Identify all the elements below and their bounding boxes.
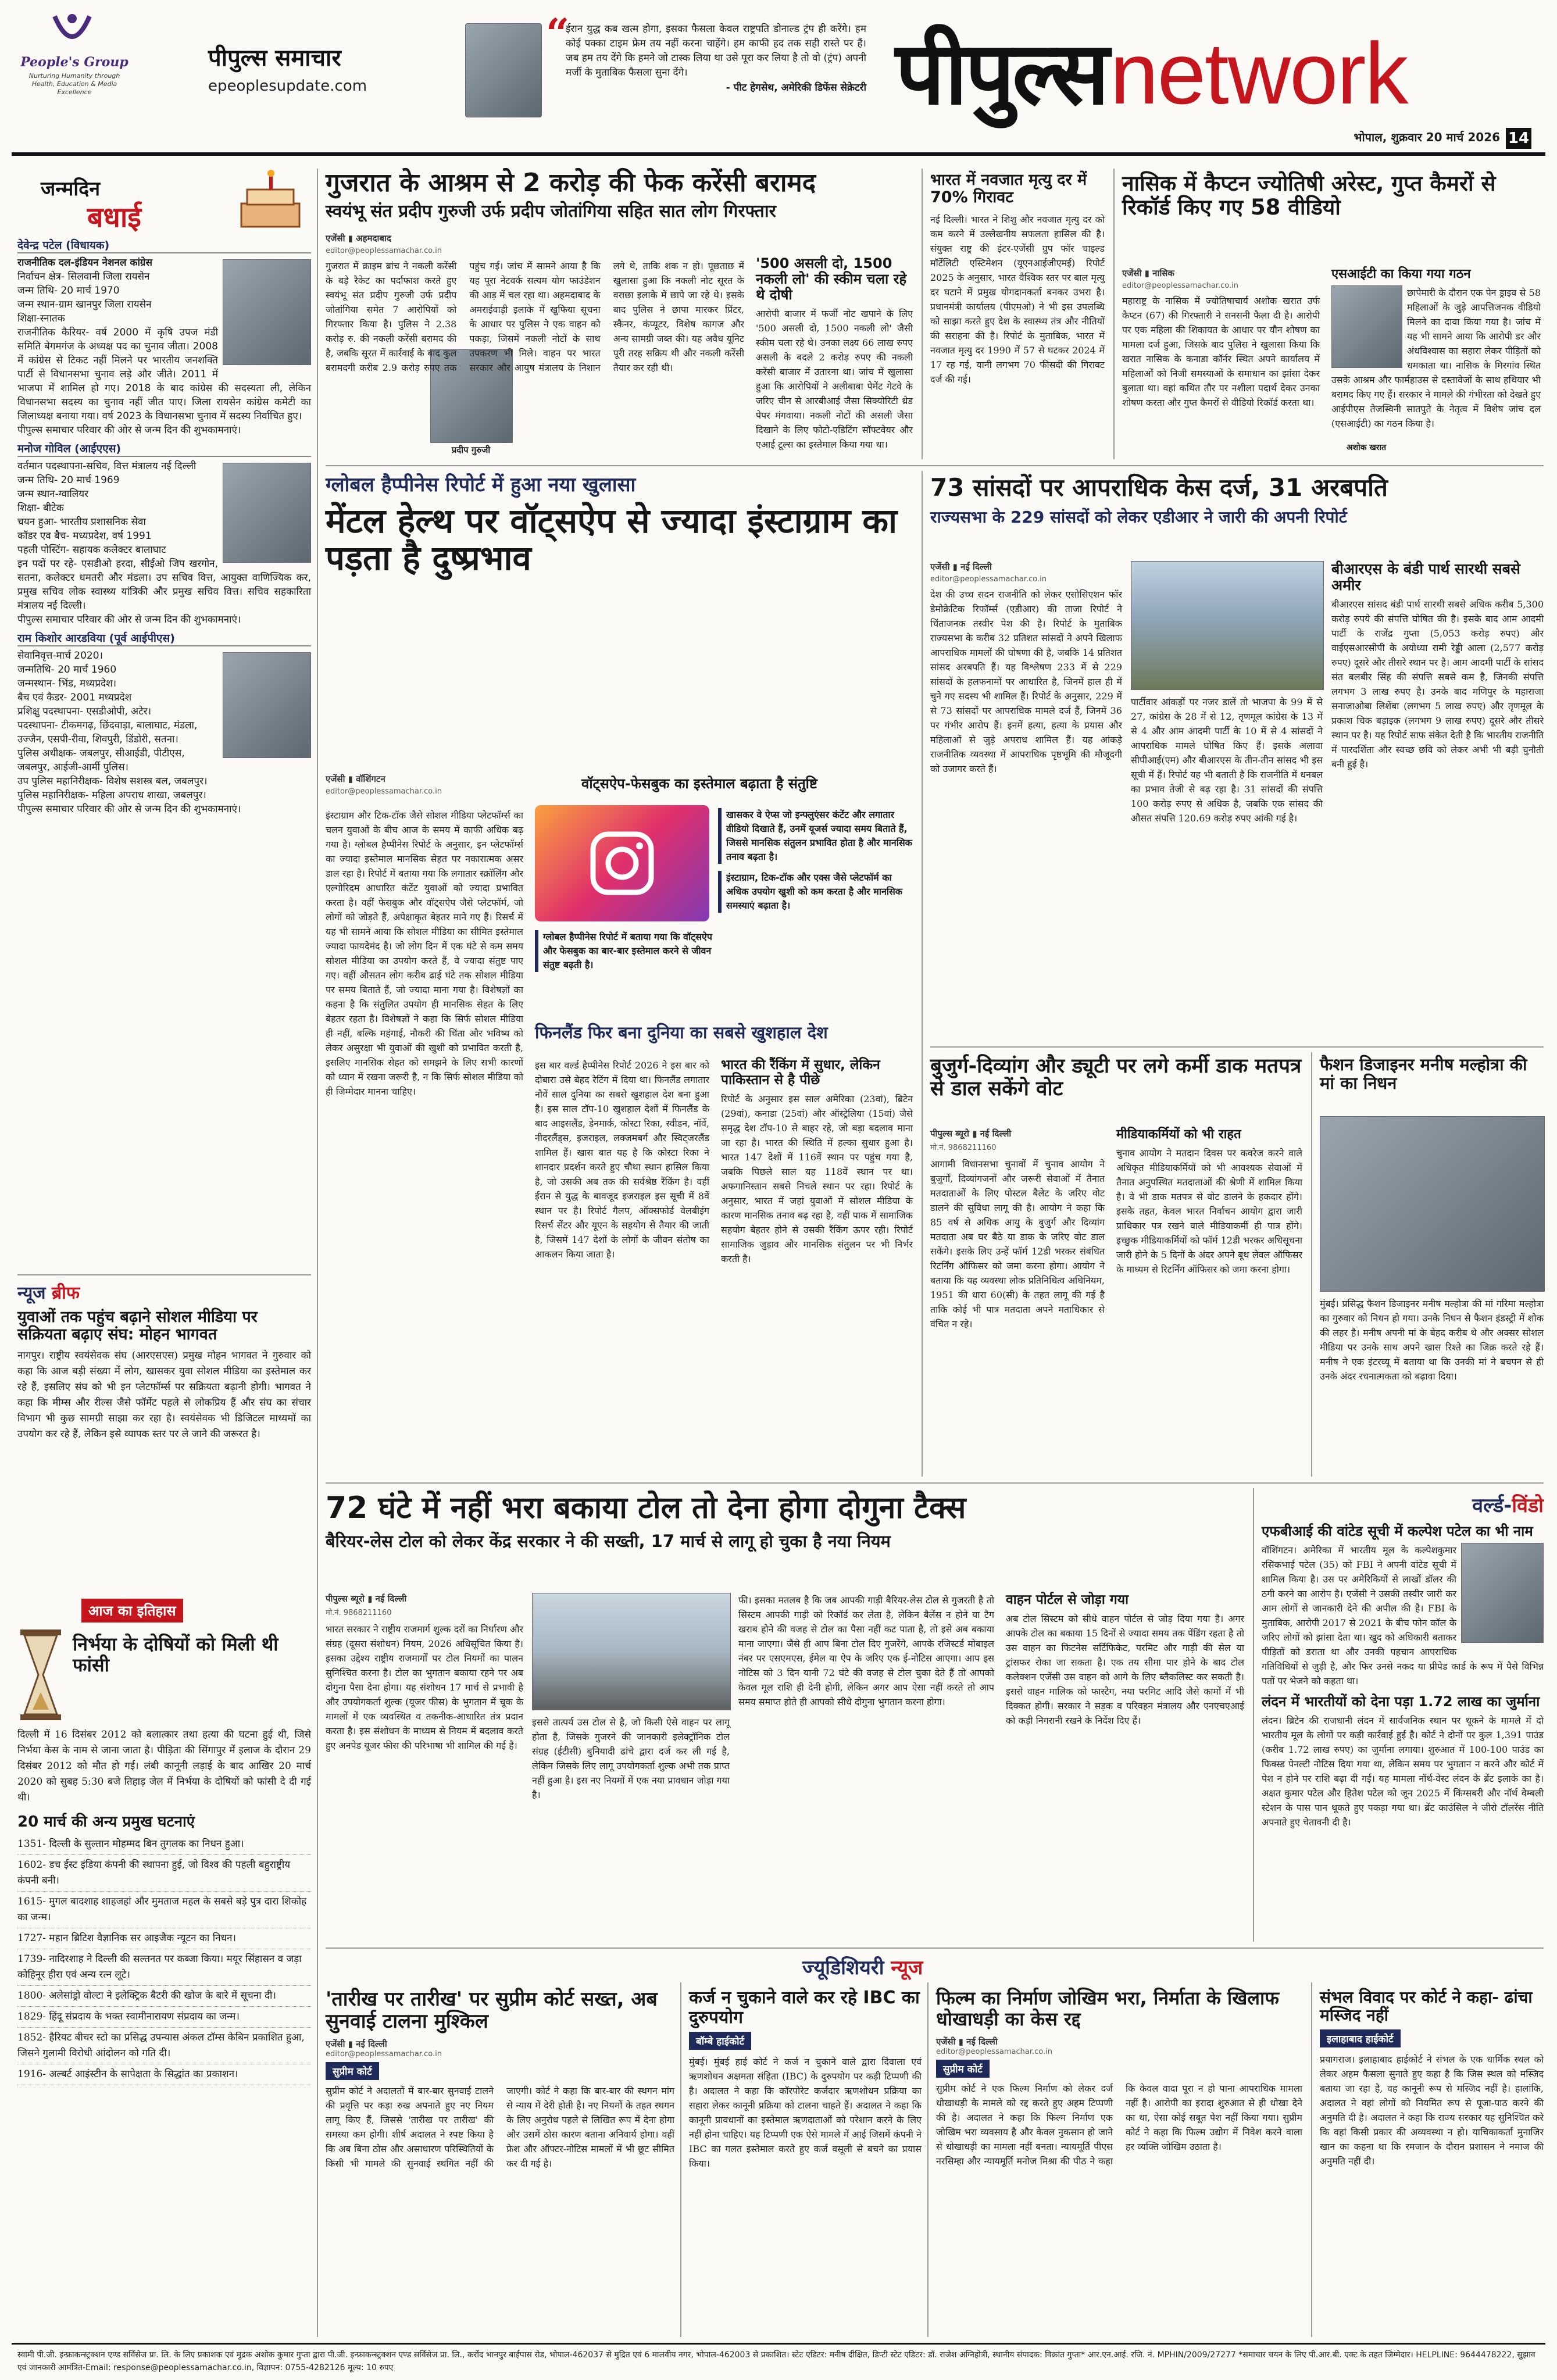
divider-jud-2 [927, 1982, 929, 2337]
history-headline: निर्भया के दोषियों को मिली थी फांसी [73, 1633, 278, 1676]
bday-line: पीपुल्स समाचार परिवार की ओर से जन्म दिन की शुभकामनाएं। [17, 424, 241, 436]
divider-mortality-nasik [1113, 169, 1115, 459]
cake-icon [230, 169, 311, 233]
divider-jud-1 [680, 1982, 681, 2337]
story1-photo-caption: प्रदीप गुरुजी [451, 445, 491, 455]
mental-kicker: ग्लोबल हैप्पीनेस रिपोर्ट में हुआ नया खुलासा [326, 473, 636, 496]
bday-line: जन्म तिथि- 20 मार्च 1970 [17, 285, 120, 296]
world-label-a: वर्ल्ड- [1472, 1494, 1512, 1517]
mental-captions [718, 808, 913, 1041]
bday-line: बैच एवं कैडर- 2001 मध्यप्रदेश [17, 692, 132, 703]
divider-mps-vote [930, 1046, 1544, 1048]
bday-line: सेवानिवृत्त-मार्च 2020। [17, 650, 103, 662]
left-col-divider [317, 169, 318, 2337]
nasik-photo [1331, 285, 1402, 368]
mps-byline: एजेंसी ▮ नई दिल्ली [930, 562, 992, 572]
judiciary-story-4 [1320, 1988, 1544, 2337]
bday-line: जन्मस्थान- भिंड, मध्यप्रदेश। [17, 678, 117, 689]
history-event: 1351- दिल्ली के सुल्तान मोहम्मद बिन तुगलक का निधन हुआ। [17, 1834, 311, 1855]
finland-sidebar [721, 1058, 913, 1477]
toll-side-body: अब टोल सिस्टम को सीधे वाहन पोर्टल से जोड़ दिया गया है। अगर आपके टोल का बकाया 15 दिनों से ज्यादा समय तक पेंडिंग रहता है तो उस वाहन का फिटनेस सर्टिफिकेट, परमिट और गाड़ी की सेल या ट्रांसफर रोका जा सकता है। एक तय सीमा पार होने के बाद टोल कलेक्शन एजेंसी उस वाहन को आगे के लिए ब्लैकलिस्ट कर सकती है। इससे वाहन मालिक को फास्टैग, नया परमिट आदि जैसे कामों में भी दिक्कत होगी। सरकार ने सड़क व परिवहन मंत्रालय और एनएचएआई को कड़ी निगरानी रखने के निर्देश दिए हैं। [1006, 1613, 1244, 1726]
peoples-samachar-web[interactable]: epeoplesupdate.com [208, 77, 367, 95]
bday-line: जन्मतिथि- 20 मार्च 1960 [17, 664, 117, 676]
vote-mobile: मो.नं. 9868211160 [930, 1143, 997, 1152]
mps-subhead: राज्यसभा के 229 सांसदों को लेकर एडीआर ने जारी की अपनी रिपोर्ट [930, 508, 1347, 527]
peoples-group-emblem-icon [49, 10, 95, 51]
birthday-photo-3 [223, 652, 311, 758]
mps-email[interactable]: editor@peoplessamachar.co.in [930, 575, 1047, 584]
finland-body: इस बार वर्ल्ड हैप्पीनेस रिपोर्ट 2026 ने इस बार को दोबारा उसे बेहद रेटिंग में दिया था। फिनलैंड लगातार नौवें साल दुनिया का सबसे खुशहाल देश बना हुआ है। इस साल टॉप-10 खुशहाल देशों में फिनलैंड के बाद आइसलैंड, डेनमार्क, कोस्टा रिका, स्वीडन, नॉर्वे, नीदरलैंड्स, इजराइल, लक्जमबर्ग और स्विट्जरलैंड शामिल हैं। खास बात यह है कि कोस्टा रिका ने शानदार प्रदर्शन करते हुए चौथा स्थान हासिल किया है, जो उसकी अब तक की सर्वश्रेष्ठ रैंकिंग है। वहीं ईरान से युद्ध के बावजूद इजराइल इस सूची में 8वें स्थान पर है। रिपोर्ट गैलप, ऑक्सफोर्ड वेलबीइंग रिसर्च सेंटर और यूएन के सहयोग से तैयार की जाती है, जिसमें 147 देशों के लोगों के जीवन संतोष का आकलन किया जाता है। [535, 1060, 709, 1260]
birthday-person-2 [17, 442, 311, 627]
world-headline-2: लंदन में भारतीयों को देना पड़ा 1.72 लाख का जुर्माना [1262, 1693, 1540, 1710]
brand-english: network [1110, 24, 1408, 122]
story-mps [930, 474, 1547, 526]
judiciary-s1-byline: एजेंसी ▮ नई दिल्ली [326, 2039, 387, 2050]
bday-line: जन्म स्थान-ग्वालियर [17, 488, 89, 500]
world-body-1: वॉशिंगटन। अमेरिका में भारतीय मूल के कल्पेशकुमार रसिकभाई पटेल (35) को FBI ने अपनी वांटेड सूची में शामिल किया है। उस पर अमेरिकियों से लाखों डॉलर की ठगी करने का आरोप है। एजेंसी ने उसकी तस्वीर जारी कर आम लोगों से जानकारी देने की अपील की है। FBI के मुताबिक, आरोपी 2017 से 2021 के बीच फोन कॉल के जरिए लोगों को झांसा देता था। खुद को अधिकारी बताकर पीड़ितों को डराता था और उनकी पहचान आपराधिक गतिविधियों से जुड़ी है, और फिर उनसे नकद या प्रीपेड कार्ड के रूप में पैसे विभिन्न पतों पर भेजने को कहता था। [1262, 1544, 1544, 1686]
toll-headline: 72 घंटे में नहीं भरा बकाया टोल तो देना होगा दोगुना टैक्स [326, 1491, 966, 1525]
toll-meta [326, 1593, 523, 1617]
story1-side-body: आरोपी बाजार में फर्जी नोट खपाने के लिए '500 असली दो, 1500 नकली लो' जैसी स्कीम चला रहे थे। उनका लक्ष्य 66 लाख रुपए असली के बदले 2 करोड़ रुपए की नकली करेंसी बाजार में उतारना था। जांच में खुलासा हुआ कि आरोपियों ने अलीबाबा पेमेंट गेटवे के जरिए चीन से आरबीआई जैसा सिक्योरिटी थ्रेड पेपर मंगवाया। नकली नोटों की असली जैसा दिखाने के लिए फोटो-एडिटिंग सॉफ्टवेयर और एआई टूल्स का इस्तेमाल किया गया था। [756, 308, 913, 450]
mortality-headline: भारत में नवजात मृत्यु दर में 70% गिरावट [930, 171, 1087, 207]
toll-sidebar [1006, 1593, 1244, 1930]
bday-line: पीपुल्स समाचार परिवार की ओर से जन्म दिन की शुभकामनाएं। [17, 803, 241, 815]
history-event: 1800- अलेसांड्रो वोल्टा ने इलेक्ट्रिक बैटरी की खोज के बारे में सूचना दी। [17, 1986, 311, 2007]
bday-line: उप पुलिस महानिरीक्षक- विशेष सशस्त्र बल, जबलपुर। [17, 776, 208, 787]
quote-author-photo [465, 23, 542, 117]
history-event: 1829- हिंदू संप्रदाय के भक्त स्वामीनारायण संप्रदाय का जन्म। [17, 2007, 311, 2028]
birthday-person-1 [17, 238, 311, 437]
history-event: 1727- महान ब्रिटिश वैज्ञानिक सर आइजैक न्यूटन का निधन। [17, 1928, 311, 1949]
bday-line: पुलिस अधीक्षक- जबलपुर, सीआईडी, पीटीएस, जबलपुर, आईजी-आर्मी पुलिस। [17, 748, 185, 773]
judiciary-s1-body: सुप्रीम कोर्ट ने अदालतों में बार-बार सुनवाई टालने की प्रवृत्ति पर कड़ा रुख अपनाते हुए नए नियम लागू किए हैं, जिससे 'तारीख पर तारीख' की समस्या कम होगी। शीर्ष अदालत ने स्पष्ट किया है कि अब बिना ठोस और असाधारण परिस्थितियों के किसी भी मामले की सुनवाई स्थगित नहीं की जाएगी। कोर्ट ने कहा कि बार-बार की स्थगन मांग से न्याय में देरी होती है। नए नियमों के तहत स्थगन के लिए अनुरोध पहले से लिखित रूप में देना होगा और उसमें ठोस कारण बताना अनिवार्य होगा। वहीं फ्रेश और ऑफ्टर-नोटिस मामलों में भी छूट सीमित कर दी गई है। [326, 2085, 674, 2170]
bday-line: राजनीतिक दल-इंडियन नेशनल कांग्रेस [17, 257, 152, 269]
judiciary-s1-label: सुप्रीम कोर्ट [326, 2062, 379, 2080]
mps-side-body: बीआरएस सांसद बंडी पार्थ सारथी सबसे अधिक करीब 5,300 करोड़ रुपये की संपत्ति घोषित की है। इसके बाद आम आदमी पार्टी के राजेंद्र गुप्ता (5,053 करोड़ रुपए) और वाईएसआरसीपी के अयोध्या रामी रेड्डी आला (2,577 करोड़ रुपए) दूसरे और तीसरे स्थान पर है। आम आदमी पार्टी के सांसद संत बलबीर सिंह की संपत्ति सबसे कम है, जिनकी संपत्ति लगभग 3 लाख रुपए है। उनके बाद मणिपुर के महाराजा सनाजाओबा लिशेंबा (लगभग 5 लाख रुपए) और तृणमूल के प्रकाश चिक बड़ाइक (लगभग 9 लाख रुपए) दूसरे और तीसरे स्थान पर है। यह रिपोर्ट साफ संकेत देती है कि भारतीय राजनीति में पारदर्शिता और स्वच्छ छवि को लेकर अभी भी बड़ी चुनौती बनी हुई है। [1331, 599, 1544, 770]
mental-email[interactable]: editor@peoplessamachar.co.in [326, 787, 442, 796]
nasik-side-body: छापेमारी के दौरान एक पेन ड्राइव से 58 महिलाओं के जुड़े आपत्तिजनक वीडियो मिलने का दावा किया गया है। जांच में यह भी सामने आया कि आरोपी डर और अंधविश्वास का सहारा लेकर पीड़ितों को धमकाता था। नासिक के मिरगांव स्थित उसके आश्रम और फार्महाउस से दस्तावेजों के साथ हथियार भी बरामद किए गए हैं। सरकार ने मामले की गंभीरता को देखते हुए आईपीएस तेजस्विनी सातपुते के नेतृत्व में विशेष जांच दल (एसआईटी) का गठन किया है। [1331, 287, 1541, 429]
world-headline-1: एफबीआई की वांटेड सूची में कल्पेश पटेल का भी नाम [1262, 1523, 1533, 1539]
history-event: 1615- मुगल बादशाह शाहजहां और मुमताज महल के सबसे बड़े पुत्र दारा शिकोह का जन्म। [17, 1892, 311, 1928]
story1-email[interactable]: editor@peoplessamachar.co.in [326, 246, 442, 255]
history-event: 1852- हैरियट बीचर स्टो का प्रसिद्ध उपन्यास अंकल टॉम्स केबिन प्रकाशित हुआ, जिसने गुलामी विरोधी आंदोलन को गति दी। [17, 2028, 311, 2064]
bday-line: निर्वाचन क्षेत्र- सिलवानी जिला रायसेन [17, 271, 150, 283]
divider-row1 [326, 465, 1544, 466]
mental-byline: एजेंसी ▮ वॉशिंगटन [326, 774, 385, 784]
vote-headline: बुजुर्ग-दिव्यांग और ड्यूटी पर लगे कर्मी डाक मतपत्र से डाल सकेंगे वोट [930, 1055, 1302, 1101]
world-body-2: लंदन। ब्रिटेन की राजधानी लंदन में सार्वजनिक स्थान पर थूकने के मामले में दो भारतीय मूल के लोगों पर कड़ी कार्रवाई हुई है। कोर्ट ने दोनों पर कुल 1,391 पाउंड (करीब 1.72 लाख रुपए) का जुर्माना लगाया। शुरुआत में 100-100 पाउंड का फिक्स्ड पेनल्टी नोटिस दिया गया था, लेकिन समय पर भुगतान न करने और कोर्ट में पेश न होने पर राशि बढ़ा दी गई। यह मामला नॉर्थ-वेस्ट लंदन के ब्रेंट इलाके का है। अक्षत कुमार पटेल और हितेश पटेल को जून 2025 में किंग्सबरी और नॉर्थ वेम्बली स्टेशन के पास पान थूकते हुए पकड़ा गया था। ब्रेंट काउंसिल ने जीरो टॉलरेंस नीति अपनाते हुए चेतावनी दी है। [1262, 1714, 1544, 1828]
judiciary-label-a: ज्यूडिशियरी [802, 1956, 884, 1979]
history-event: 1739- नादिरशाह ने दिल्ली की सल्तनत पर कब्जा किया। मयूर सिंहासन व जड़ा कोहिनूर हीरा एवं अन्य रत्न लूटे। [17, 1949, 311, 1986]
brand-hindi: पीपुल्स [895, 23, 1108, 124]
bday-line: वर्तमान पदस्थापना-सचिव, वित्त मंत्रालय नई दिल्ली [17, 460, 197, 472]
judiciary-story-1 [326, 1988, 674, 2337]
mps-headline: 73 सांसदों पर आपराधिक केस दर्ज, 31 अरबपति [930, 473, 1388, 502]
history-event: 1916- अल्बर्ट आइंस्टीन के सापेक्षता के सिद्धांत का प्रकाशन। [17, 2064, 311, 2085]
mortality-body: नई दिल्ली। भारत ने शिशु और नवजात मृत्यु दर को कम करने में उल्लेखनीय सफलता हासिल की है। संयुक्त राष्ट्र की इंटर-एजेंसी ग्रुप फॉर चाइल्ड मॉर्टेलिटी एस्टिमेशन (यूएनआईजीएमई) रिपोर्ट 2025 के अनुसार, भारत वैश्विक स्तर पर बाल मृत्यु दर घटाने में प्रमुख योगदानकर्ता बनकर उभरा है। प्रधानमंत्री कार्यालय (पीएमओ) ने भी इस उपलब्धि को साझा करते हुए देश के स्वास्थ्य तंत्र और नीतियों की सराहना की है। रिपोर्ट के मुताबिक, भारत में नवजात मृत्यु दर 1990 में 57 से घटकर 2024 में 17 रह गई, यानी लगभग 70 फीसदी की गिरावट दर्ज की गई। [930, 214, 1105, 385]
vote-meta [930, 1128, 1105, 1152]
fashion-headline: फैशन डिजाइनर मनीष मल्होत्रा की मां का निधन [1320, 1055, 1527, 1093]
story1-body: गुजरात में क्राइम ब्रांच ने नकली करेंसी के बड़े रैकेट का पर्दाफाश करते हुए स्वयंभू संत प्रदीप गुरुजी उर्फ प्रदीप जोतांगिया समेत 7 आरोपियों को गिरफ्तार किया है। पुलिस ने 2.38 करोड़ रु. की नकली करेंसी बरामद की है, जबकि सूरत में कार्रवाई के बाद कुल बरामदगी करीब 2.9 करोड़ रुपए तक पहुंच गई। जांच में सामने आया है कि यह पूरा नेटवर्क सत्यम योग फाउंडेशन की आड़ में चल रहा था। अहमदाबाद के अमराईवाड़ी इलाके में खुफिया सूचना के आधार पर पुलिस ने एक वाहन को पकड़ा, जिसमें नकली नोटों के साथ उपकरण भी मिले। वाहन पर भारत सरकार और आयुष मंत्रालय के निशान लगे थे, ताकि शक न हो। पूछताछ में खुलासा हुआ कि नकली नोट सूरत के वराछा इलाके में छापे जा रहे थे। इसके बाद पुलिस ने छापा मारकर प्रिंटर, स्कैनर, कंप्यूटर, विशेष कागज और अन्य सामग्री जब्त की। यह अवैध यूनिट पूरी तरह सक्रिय थी और नकली करेंसी तैयार कर रही थी। [326, 260, 744, 373]
quote-author: - पीट हेगसेथ, अमेरिकी डिफेंस सेक्रेटरी [726, 82, 866, 94]
toll-mobile: मो.नं. 9868211160 [326, 1609, 392, 1617]
birthday-name-1: देवेन्द्र पटेल (विधायक) [17, 238, 311, 253]
birthday-title-line2: बधाई [87, 201, 141, 234]
bday-line: राजनीतिक कैरियर- वर्ष 2000 में कृषि उपज मंडी समिति बेगमगंज के अध्यक्ष पद का चुनाव जीता। 2008 में कांग्रेस से टिकट नहीं मिलने पर भारतीय जनशक्ति पार्टी से विधानसभा चुनाव लड़े और जीते। 2011 में भाजपा में शामिल हो गए। 2018 के बाद कांग्रेस की सदस्यता ली, लेकिन विधानसभा सदस्य का चुनाव नहीं जीत पाए। जिला रायसेन कांग्रेस कमेटी का जिलाध्यक्ष बनाया गया। वर्ष 2023 के विधानसभा चुनाव में सदस्य निर्वाचित हुए। [17, 327, 311, 422]
nasik-side-head: एसआईटी का किया गया गठन [1331, 267, 1471, 281]
judiciary-s1-email[interactable]: editor@peoplessamachar.co.in [326, 2050, 442, 2059]
news-brief-label-a: न्यूज [17, 1283, 46, 1303]
divider-row2 [326, 1482, 1544, 1484]
nasik-meta [1122, 267, 1320, 290]
nasik-photo-caption: अशोक खरात [1331, 442, 1401, 453]
judiciary-s2-label: बॉम्बे हाईकोर्ट [689, 2032, 751, 2050]
judiciary-s4-label: इलाहाबाद हाईकोर्ट [1320, 2029, 1401, 2047]
news-brief-section [17, 1280, 311, 1594]
mental-right-head: वॉट्सऐप-फेसबुक का इस्तेमाल बढ़ाता है संतुष्टि [581, 776, 817, 792]
world-window-label [1262, 1491, 1544, 1518]
birthday-photo-1 [223, 259, 311, 365]
peoples-group-name: People's Group [20, 55, 128, 70]
history-events-list [17, 1834, 311, 2085]
bday-line: पहली पोस्टिंग- सहायक कलेक्टर बालाघाट [17, 544, 166, 556]
judiciary-label [802, 1953, 923, 1980]
fashion-body: मुंबई। प्रसिद्ध फैशन डिजाइनर मनीष मल्होत्रा की मां गरिमा मल्होत्रा का गुरुवार को निधन हो गया। उनके निधन से फैशन इंडस्ट्री में शोक की लहर है। मनीष अपनी मां के बेहद करीब थे और अक्सर सोशल मीडिया पर उनके साथ अपने खास रिश्ते का जिक्र करते रहे हैं। मनीष ने एक इंटरव्यू में बताया था कि उनकी मां ने बचपन से ही उनके अंदर रचनात्मकता को बढ़ावा दिया। [1320, 1298, 1544, 1382]
judiciary-label-b: न्यूज [891, 1956, 923, 1979]
parliament-photo [1131, 561, 1324, 690]
judiciary-story-3 [936, 1988, 1302, 2337]
history-events-head: 20 मार्च की अन्य प्रमुख घटनाएं [17, 1813, 195, 1831]
quote-block [546, 9, 866, 127]
mps-photo-caption: पार्टीवार आंकड़ों पर नजर डालें तो भाजपा के 99 में से 27, कांग्रेस के 28 में से 12, तृणमूल कांग्रेस के 13 में से 4 और आम आदमी पार्टी के 10 में से 4 सांसदों ने आपराधिक मामले घोषित किए हैं। इसके अलावा सीपीआई(एम) और बीआरएस के तीन-तीन सांसद भी इस सूची में हैं। रिपोर्ट यह भी बताती है कि राजनीति में धनबल का प्रभाव तेजी से बढ़ रहा है। 31 सांसदों की संपत्ति 100 करोड़ रुपए से अधिक है, जबकि एक सांसद की औसत संपत्ति 120.69 करोड़ रुपए आंकी गई है। [1131, 696, 1323, 824]
mental-headline: मेंटल हेल्थ पर वॉट्सऐप से ज्यादा इंस्टाग्राम का पड़ता है दुष्प्रभाव [326, 501, 897, 578]
issue-date: भोपाल, शुक्रवार 20 मार्च 2026 [1354, 130, 1500, 144]
history-event: 1602- डच ईस्ट इंडिया कंपनी की स्थापना हुई, जो विश्व की पहली बहुराष्ट्रीय कंपनी बनी। [17, 1855, 311, 1892]
left-divider-1 [17, 1274, 311, 1275]
bday-line: चयन हुआ- भारतीय प्रशासनिक सेवा [17, 516, 146, 528]
toll-byline: पीपुल्स ब्यूरो ▮ नई दिल्ली [326, 1593, 407, 1604]
peoples-group-logo [16, 10, 133, 103]
history-headline-row [17, 1628, 311, 1727]
divider-story1-mortality [922, 169, 923, 459]
birthday-person-3 [17, 631, 311, 816]
divider-jud-3 [1311, 1982, 1312, 2337]
bday-line: जन्म स्थान-ग्राम खानपुर जिला रायसेन [17, 299, 152, 310]
nasik-email[interactable]: editor@peoplessamachar.co.in [1122, 281, 1238, 290]
bday-line: पीपुल्स समाचार परिवार की ओर से जन्म दिन की शुभकामनाएं। [17, 614, 241, 626]
news-brief-label [17, 1280, 311, 1304]
nasik-body: महाराष्ट्र के नासिक में ज्योतिषाचार्य अशोक खरात उर्फ कैप्टन (67) की गिरफ्तारी ने सनसनी फैला दी है। आरोपी पर एक महिला की शिकायत के आधार पर यौन शोषण का मामला दर्ज हुआ, जिसके बाद पुलिस ने खुलासा किया कि खरात नासिक के कनाडा कॉर्नर स्थित अपने कार्यालय में महिलाओं को निजी समस्याओं के समाधान का झांसा देकर बुलाता था। वहां कथित तौर पर नशीला पदार्थ देकर उनका शोषण करता और गुप्त कैमरों से वीडियो रिकॉर्ड करता था। [1122, 295, 1320, 408]
story1-byline: एजेंसी ▮ अहमदाबाद [326, 233, 391, 244]
toll-side-head: वाहन पोर्टल से जोड़ा गया [1006, 1592, 1129, 1607]
imprint-footer: स्वामी पी.जी. इन्फ्राकन्स्ट्रक्शन एण्ड सर्विसेज प्रा. लि. के लिए प्रकाशक एवं मुद्रक अशोक कुमार गुप्ता द्वारा पी.जी. इन्फ्राकन्स्ट्रक्शन एण्ड सर्विसेज प्रा. लि., करोंद भानपुर बाईपास रोड, भोपाल-462037 से मुद्रित एवं 6 मालवीय नगर, भोपाल-462003 से प्रकाशित। स्टेट एडिटर: मनीष दीक्षित, डिप्टी स्टेट एडिटर: डॉ. राजेश अग्निहोत्री, स्थानीय संपादक: विक्रांत गुप्ता* आर.एन.आई. रजि. नं. MPHIN/2009/27277 *समाचार चयन के लिए पी.आर.बी. एक्ट के तहत जिम्मेदार। HELPLINE: 9644478222, सुझाव एवं जानकारी आमंत्रित-Email: response@peoplessamachar.co.in, विज्ञापन: 0755-4282126 मूल्य: 10 रुपए [17, 2350, 1535, 2372]
judiciary-s2-headline: कर्ज न चुकाने वाले कर रहे IBC का दुरुपयोग [689, 1988, 920, 2028]
birthday-name-3: राम किशोर आरडविया (पूर्व आईपीएस) [17, 631, 311, 646]
world-window [1262, 1491, 1544, 1942]
judiciary-s2-body: मुंबई। मुंबई हाई कोर्ट ने कर्ज न चुकाने वाले द्वारा दिवाला एवं ऋणशोधन अक्षमता संहिता (IBC) के दुरुपयोग पर कड़ी टिप्पणी की है। अदालत ने कहा कि कॉरपोरेट कर्जदार ऋणशोधन प्रक्रिया का सहारा लेकर कानूनी प्रक्रिया को टालना चाहते हैं। अदालत ने कहा कि कानूनी प्रावधानों का इस्तेमाल ऋणदाताओं को परेशान करने के लिए नहीं होना चाहिए। यह टिप्पणी एक ऐसे मामले में आई जिसमें कंपनी ने IBC का गलत इस्तेमाल करते हुए कर्ज वसूली से बचने का प्रयास किया। [689, 2056, 922, 2170]
peoples-samachar-logo [208, 41, 429, 99]
vote-sidebar [1116, 1128, 1302, 1477]
mental-caption-3: इंस्टाग्राम, टिक-टॉक और एक्स जैसे प्लेटफॉर्म का अधिक उपयोग खुशी को कम करता है और मानसिक समस्याएं बढ़ाता है। [718, 871, 913, 913]
instagram-icon [535, 805, 709, 921]
news-brief-headline: युवाओं तक पहुंच बढ़ाने सोशल मीडिया पर सक्रियता बढ़ाए संघ: मोहन भागवत [17, 1308, 258, 1344]
mps-meta [930, 561, 1122, 584]
world-label-b: विंडो [1512, 1494, 1544, 1517]
judiciary-s3-byline: एजेंसी ▮ नई दिल्ली [936, 2036, 998, 2047]
fbi-suspect-photo [1461, 1543, 1544, 1643]
finland-side-body: रिपोर्ट के अनुसार इस साल अमेरिका (23वां), ब्रिटेन (29वां), कनाडा (25वां) और ऑस्ट्रेलिया (15वां) जैसे समृद्ध देश टॉप-10 से बाहर रहे, जो बड़ा बदलाव माना जा रहा है। भारत की स्थिति में हल्का सुधार हुआ है। भारत 147 देशों में 116वें स्थान पर पहुंच गया है, जबकि पिछले साल यह 118वें स्थान पर था। अफगानिस्तान सबसे निचले स्थान पर रहा। रिपोर्ट के अनुसार, भारत में जहां युवाओं में सोशल मीडिया के कारण मानसिक तनाव बढ़ रहा है, वहीं पाक में सामाजिक सहयोग बेहतर होने से उसकी रैंकिंग ऊपर रही। रिपोर्ट सामाजिक जुड़ाव और मानसिक संतुलन पर भी निर्भर करती है। [721, 1093, 913, 1264]
story-nasik [1122, 171, 1541, 220]
nasik-headline: नासिक में कैप्टन ज्योतिषी अरेस्ट, गुप्त कैमरों से रिकॉर्ड किए गए 58 वीडियो [1122, 171, 1496, 220]
toll-body: भारत सरकार ने राष्ट्रीय राजमार्ग शुल्क दरों का निर्धारण और संग्रह (दूसरा संशोधन) नियम, 2026 अधिसूचित किया है। इसका उद्देश्य राष्ट्रीय राजमार्गों पर टोल नियमों का पालन सुनिश्चित करना है। टोल का भुगतान बकाया रहने पर अब दोगुना पैसा देना होगा। यह संशोधन 17 मार्च से प्रभावी है और उपयोगकर्ता शुल्क (यूजर फीस) के भुगतान में चूक के मामलों में एक व्यवस्थित व तकनीक-आधारित तंत्र प्रदान करता है। इस संशोधन के माध्यम से नियम में बदलाव करते हुए अनपेड यूजर फीस की परिभाषा भी शामिल की गई है। [326, 1624, 523, 1751]
mental-meta [326, 773, 581, 796]
birthday-section [17, 169, 311, 1209]
mps-side-head: बीआरएस के बंडी पार्थ सारथी सबसे अमीर [1331, 560, 1520, 594]
mental-caption-1: ग्लोबल हैप्पीनेस रिपोर्ट में बताया गया कि वॉट्सऐप और फेसबुक का बार-बार इस्तेमाल करने से जीवन संतुष्ट बढ़ती है। [535, 930, 717, 972]
bday-line: पुलिस महानिरीक्षक- महिला अपराध शाखा, जबलपुर। [17, 789, 206, 801]
instagram-graphic [535, 805, 709, 921]
news-brief-body: नागपुर। राष्ट्रीय स्वयंसेवक संघ (आरएसएस) प्रमुख मोहन भागवत ने गुरुवार को कहा कि आज बड़ी संख्या में लोग, खासकर युवा सोशल मीडिया का इस्तेमाल कर रहे हैं, इसलिए संघ को भी इन प्लेटफॉर्म्स पर सक्रियता बढ़ानी होगी। भागवत ने कहा कि मीम्स और रील्स जैसे फॉर्मेट पहले से लोकप्रिय हैं और संघ का संचार विभाग भी कुछ सामग्री साझा कर रहा है। स्वयंसेवक भी डिजिटल माध्यमों का उपयोग कर रहे हैं, लेकिन इसे व्यापक स्तर पर ले जाने की जरूरत है। [17, 1350, 311, 1441]
toll-subhead: बैरियर-लेस टोल को लेकर केंद्र सरकार ने की सख्ती, 17 मार्च से लागू हो चुका है नया नियम [326, 1531, 891, 1552]
history-label: आज का इतिहास [81, 1599, 183, 1623]
news-brief-label-b: ब्रीफ [51, 1283, 80, 1303]
finland-headline: फिनलैंड फिर बना दुनिया का सबसे खुशहाल देश [535, 1023, 828, 1042]
divider-mental-mps [922, 471, 923, 1477]
bday-line: इन पदों पर रहे- एसडीओ हरदा, सीईओ जिप खरगोन, सतना, कलेक्टर धमतरी और मंडला। उप सचिव वित्त, आयुक्त वाणिज्यिक कर, प्रमुख सचिव लोक स्वास्थ्य यांत्रिकी और प्रमुख सचिव वित्त। सचिव सहकारिता मंत्रालय नई दिल्ली। [17, 558, 311, 612]
story-mental-health [326, 474, 907, 577]
judiciary-s3-label: सुप्रीम कोर्ट [936, 2060, 990, 2078]
mental-body: इंस्टाग्राम और टिक-टॉक जैसे सोशल मीडिया प्लेटफॉर्म्स का चलन युवाओं के बीच आज के समय में काफी अधिक बढ़ गया है। ग्लोबल हैप्पीनेस रिपोर्ट के अनुसार, इन प्लेटफॉर्म्स का ज्यादा इस्तेमाल मानसिक सेहत पर नकारात्मक असर डाल रहा है। रिपोर्ट में बताया गया कि लगातार स्क्रॉलिंग और एल्गोरिदम आधारित कंटेंट युवाओं को ज्यादा प्रभावित करता है। वहीं फेसबुक और वॉट्सऐप जैसे प्लेटफॉर्म, जो लोगों को जोड़ते हैं, अपेक्षाकृत बेहतर माने गए हैं। रिसर्च में यह भी सामने आया कि सोशल मीडिया का सीमित इस्तेमाल ज्यादा फायदेमंद है। जो लोग दिन में एक घंटे से कम समय सोशल मीडिया का उपयोग करते हैं, वे ज्यादा संतुष्ट पाए गए। वहीं औसतन लोग करीब ढाई घंटे तक सोशल मीडिया पर समय बिताते हैं, जो ज्यादा माना गया है। विशेषज्ञों का कहना है कि संतुलित उपयोग ही मानसिक सेहत के लिए बेहतर रहता है। विशेषज्ञों ने कहा कि सिर्फ सोशल मीडिया ही नहीं, बल्कि महंगाई, नौकरी की चिंता और भविष्य को लेकर असुरक्षा भी युवाओं की खुशी को प्रभावित करती है, इसलिए मानसिक सेहत को समझने के लिए सभी कारणों को ध्यान में रखना जरूरी है, न कि सिर्फ सोशल मीडिया को ही जिम्मेदार मानना चाहिए। [326, 810, 523, 1097]
story1-subhead: स्वयंभू संत प्रदीप गुरुजी उर्फ प्रदीप जोतांगिया सहित सात लोग गिरफ्तार [326, 201, 776, 222]
quote-text: ईरान युद्ध कब खत्म होगा, इसका फैसला केवल राष्ट्रपति डोनाल्ड ट्रंप ही करेंगे। हम कोई पक्का टाइम फ्रेम तय नहीं करना चाहेंगे। हम काफी हद तक सही रास्ते पर हैं। जब हम तय देंगे कि हमने जो टास्क लिया था उसे पूरा कर लिया है तो वो (ट्रंप) अपनी मर्जी के मुताबिक फैसला सुना देंगे। [566, 23, 866, 78]
story1-side-head: '500 असली दो, 1500 नकली लो' की स्कीम चला रहे थे दोषी [756, 255, 907, 303]
fashion-photo [1320, 1116, 1545, 1292]
bday-line: पदस्थापना- टीकमगढ़, छिंदवाड़ा, बालाघाट, मंडला, उज्जैन, एसपी-रीवा, शिवपुरी, डिंडोरी, सतना। [17, 720, 198, 745]
judiciary-s4-body: प्रयागराज। इलाहाबाद हाईकोर्ट ने संभल के एक धार्मिक स्थल को लेकर अहम फैसला सुनाते हुए कहा है कि जिस स्थल को मस्जिद बताया जा रहा है, वह कानूनी रूप से मस्जिद नहीं है। हालांकि, अदालत ने वहां लोगों को नियमित रूप से पूजा-पाठ करने की अनुमति दी है। अदालत ने कहा कि राज्य सरकार यह सुनिश्चित करे कि वहां किसी प्रकार की अव्यवस्था न हो। याचिकाकर्ता मुनाजिर खान का कहना था कि रमजान के दौरान प्रशासन ने नमाज की अनुमति नहीं दी। [1320, 2053, 1544, 2167]
story-mortality [930, 171, 1105, 462]
history-section [17, 1599, 311, 2337]
toll-body-2: फी। इसका मतलब है कि जब आपकी गाड़ी बैरियर-लेस टोल से गुजरती है तो सिस्टम आपकी गाड़ी को रिकॉर्ड कर लेता है, लेकिन बैलेंस न होने या टैग खराब होने की वजह से टोल का पैसा नहीं कट पाता है, तो इसे अब बकाया माना जाएगा। जैसे ही आप बिना टोल दिए गुजरेंगे, आपके रजिस्टर्ड मोबाइल नंबर पर एसएमएस, ईमेल या ऐप के जरिए एक ई-नोटिस आएगा। आप इस नोटिस को 3 दिन यानी 72 घंटे की वजह से टोल चुका देते हैं तो आपको केवल मूल राशि ही देनी होगी, लेकिन अगर आप ऐसा नहीं करते तो आप समय समाप्त होते ही आपको सीधे दोगुना भुगतान करना होगा। [738, 1595, 994, 1707]
judiciary-s3-email[interactable]: editor@peoplessamachar.co.in [936, 2047, 1052, 2056]
page-number: 14 [1506, 128, 1531, 149]
divider-toll-world [1253, 1488, 1254, 1942]
peoples-samachar-name: पीपुल्स समाचार [208, 45, 341, 72]
bday-line: प्रशिक्षु पदस्थापना- एसडीओपी, अटेर। [17, 706, 152, 717]
vote-side-head: मीडियाकर्मियों को भी राहत [1116, 1127, 1241, 1142]
peoples-group-motto: Nurturing Humanity through Health, Education & Media Excellence [28, 72, 120, 96]
mps-sidebar [1331, 561, 1544, 1041]
judiciary-story-2 [689, 1988, 922, 2337]
mental-caption-2: खासकर वे ऐप्स जो इन्फ्लुएंसर कंटेंट और लगातार वीडियो दिखाते हैं, उनमें यूजर्स ज्यादा समय बिताते हैं, जिससे मानसिक संतुलन प्रभावित होता है और मानसिक तनाव बढ़ता है। [718, 808, 913, 864]
bday-line: कॉडर एव बैच- मध्यप्रदेश, वर्ष 1991 [17, 530, 152, 542]
quote-mark-icon: “ [546, 9, 570, 58]
network-brand [895, 10, 1547, 133]
nasik-sidebar [1331, 267, 1541, 459]
divider-vote-fashion [1311, 1052, 1312, 1477]
story-toll [326, 1491, 1244, 1551]
judiciary-s1-headline: 'तारीख पर तारीख' पर सुप्रीम कोर्ट सख्त, अब सुनवाई टालना मुश्किल [326, 1988, 658, 2034]
birthday-name-2: मनोज गोविल (आईएएस) [17, 442, 311, 457]
divider-row3 [326, 1947, 1544, 1949]
vote-body: आगामी विधानसभा चुनावों में चुनाव आयोग ने बुजुर्गों, दिव्यांगजनों और जरूरी सेवाओं में तैनात मतदाताओं के लिए पोस्टल बैलेट के जरिए वोट डालने की सुविधा लागू की है। आयोग ने कहा कि 85 वर्ष से अधिक आयु के बुजुर्ग और दिव्यांग मतदाता अब घर बैठे या डाक के जरिए वोट डाल सकेंगे। इसके लिए उन्हें फॉर्म 12डी भरकर संबंधित रिटर्निंग ऑफिसर को जमा करना होगा। आयोग ने बताया कि यह व्यवस्था लोक प्रतिनिधित्व अधिनियम, 1951 की धारा 60(सी) के तहत लागू की गई है ताकि कोई भी पात्र मतदाता अपने मताधिकार से वंचित न रहे। [930, 1159, 1105, 1330]
masthead-rule [12, 152, 1545, 156]
judiciary-s3-body: सुप्रीम कोर्ट ने एक फिल्म निर्माण को लेकर दर्ज धोखाधड़ी के मामले को रद्द करते हुए अहम टिप्पणी की है। अदालत ने कहा कि फिल्म निर्माण एक जोखिम भरा व्यवसाय है और केवल नुकसान हो जाने से धोखाधड़ी का मामला नहीं बनता। न्यायमूर्ति पीएस नरसिम्हा और न्यायमूर्ति मनोज मिश्रा की पीठ ने कहा कि केवल वादा पूरा न हो पाना आपराधिक मामला नहीं है। आरोपी का इरादा शुरुआत से ही धोखा देने का था, ऐसा कोई सबूत पेश नहीं किया गया। सुप्रीम कोर्ट ने कहा कि फिल्म उद्योग में निवेश करने वाला हर व्यक्ति जोखिम उठाता है। [936, 2082, 1302, 2167]
story1-sidebar [756, 256, 913, 459]
birthday-photo-2 [223, 463, 311, 563]
story1-headline: गुजरात के आश्रम से 2 करोड़ की फेक करेंसी बरामद [326, 168, 816, 198]
birthday-title-line1: जन्मदिन [41, 177, 101, 201]
bday-line: जन्म तिथि- 20 मार्च 1969 [17, 474, 120, 486]
story1-meta [326, 233, 512, 255]
judiciary-s3-headline: फिल्म का निर्माण जोखिम भरा, निर्माता के खिलाफ धोखाधड़ी का केस रद्द [936, 1987, 1279, 2030]
footer-rule [12, 2343, 1545, 2345]
toll-photo-caption: इससे तात्पर्य उस टोल से है, जो किसी ऐसे वाहन पर लागू होता है, जिसके गुजरने की जानकारी इलेक्ट्रॉनिक टोल संग्रह (ईटीसी) बुनियादी ढांचे द्वारा दर्ज कर ली गई है, लेकिन जिसके लिए लागू उपयोगकर्ता शुल्क अभी तक प्राप्त नहीं हुआ है। इस नए नियमों में एक नया प्रावधान जोड़ा गया है। [532, 1717, 730, 1800]
nasik-byline: एजेंसी ▮ नासिक [1122, 268, 1174, 278]
history-body: दिल्ली में 16 दिसंबर 2012 को बलात्कार तथा हत्या की घटना हुई थी, जिसे निर्भया केस के नाम से जाना जाता है। पीड़िता की सिंगापुर में इलाज के दौरान 29 दिसंबर 2012 को मौत हो गई। लंबी कानूनी लड़ाई के बाद आखिर 20 मार्च 2020 को सुबह 5:30 बजे तिहाड़ जेल में निर्भया के दोषियों को फांसी दे दी गई थी। [17, 1729, 311, 1803]
bday-line: शिक्षा-स्नातक [17, 313, 65, 324]
hourglass-icon [17, 1628, 64, 1721]
vote-side-body: चुनाव आयोग ने मतदान दिवस पर कवरेज करने वाले अधिकृत मीडियाकर्मियों को भी आवश्यक सेवाओं में तैनात अनुपस्थित मतदाताओं की श्रेणी में शामिल किया है। वे भी डाक मतपत्र से वोट डालने के हकदार होंगे। इसके तहत, केवल भारत निर्वाचन आयोग द्वारा जारी प्राधिकार पत्र रखने वाले मीडियाकर्मी ही पात्र होंगे। इच्छुक मीडियाकर्मियों को फॉर्म 12डी भरकर अधिसूचना जारी होने के 5 दिनों के अंदर अपने बूथ लेवल ऑफिसर के माध्यम से रिटर्निंग ऑफिसर को जमा करना होगा। [1116, 1147, 1302, 1275]
bday-line: शिक्षा- बीटेक [17, 502, 64, 514]
birthday-title [17, 169, 311, 238]
toll-plaza-photo [532, 1593, 731, 1710]
finland-side-head: भारत की रैंकिंग में सुधार, लेकिन पाकिस्तान से है पीछे [721, 1057, 880, 1088]
judiciary-s4-headline: संभल विवाद पर कोर्ट ने कहा- ढांचा मस्जिद नहीं [1320, 1988, 1533, 2025]
mps-body: देश की उच्च सदन राजनीति को लेकर एसोसिएशन फॉर डेमोक्रेटिक रिफॉर्म्स (एडीआर) की ताजा रिपोर्ट ने चिंताजनक तस्वीर पेश की है। रिपोर्ट के मुताबिक राज्यसभा के करीब 32 प्रतिशत सांसदों ने अपने खिलाफ आपराधिक मामलों की घोषणा की है, जबकि 14 प्रतिशत सांसद अरबपति हैं। यह विश्लेषण 233 में से 229 सांसदों के हलफनामों पर आधारित है, जिनमें हाल ही में चुने गए सदस्य भी शामिल हैं। रिपोर्ट के अनुसार, 229 में से 73 सांसदों पर आपराधिक मामले दर्ज हैं, जिनमें 36 पर गंभीर आरोप हैं। इनमें हत्या, हत्या के प्रयास और महिलाओं से जुड़े अपराध शामिल हैं। यह आंकड़े राजनीतिक व्यवस्था में आपराधिक पृष्ठभूमि की मौजूदगी को उजागर करते हैं। [930, 589, 1122, 774]
vote-byline: पीपुल्स ब्यूरो ▮ नई दिल्ली [930, 1128, 1012, 1139]
